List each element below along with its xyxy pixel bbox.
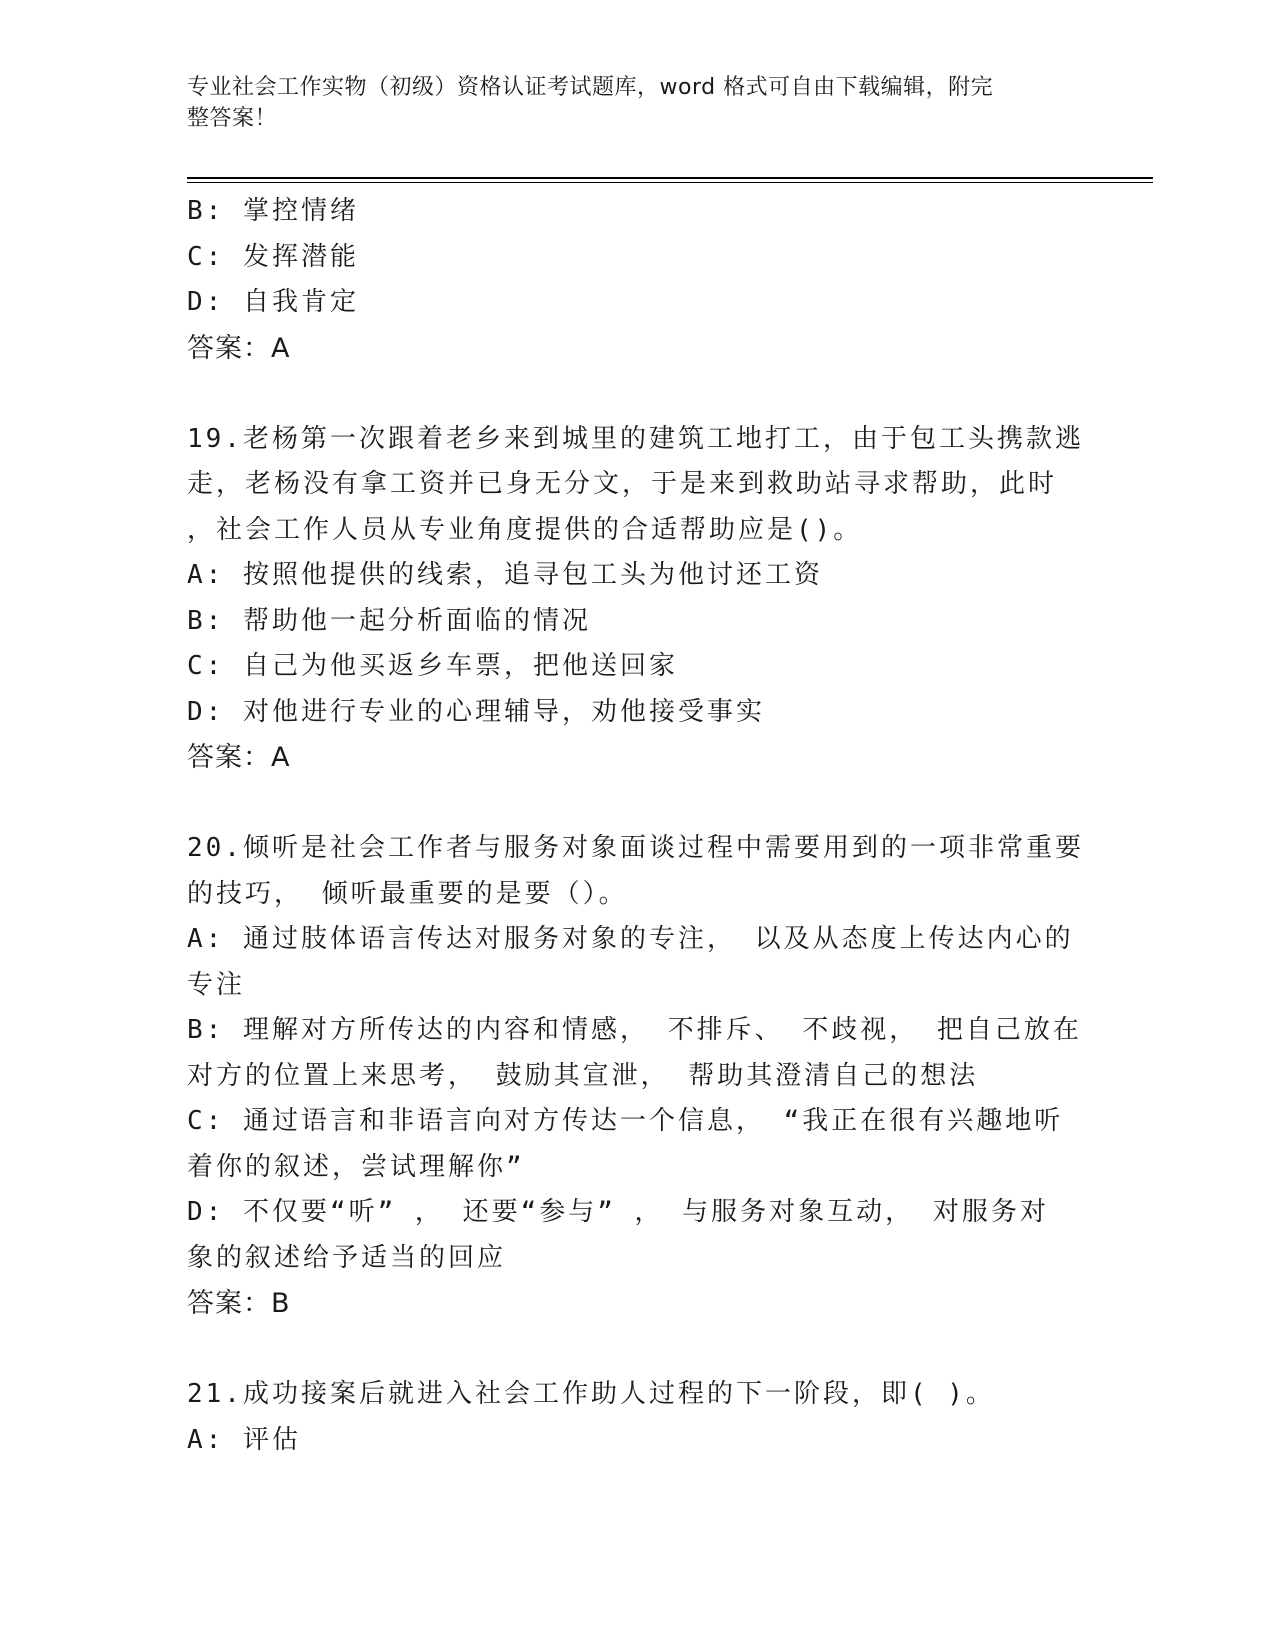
question-21 xyxy=(187,1372,1087,1463)
question-stem-line: 20.倾听是社会工作者与服务对象面谈过程中需要用到的一项非常重要 xyxy=(187,833,1084,863)
header-line-2: 整答案！ xyxy=(187,106,278,131)
header-rule-thick xyxy=(187,177,1153,179)
option-c: C: 自己为他买返乡车票，把他送回家 xyxy=(187,651,678,681)
question-20 xyxy=(187,826,1087,1327)
question-stem-line: 19.老杨第一次跟着老乡来到城里的建筑工地打工，由于包工头携款逃 xyxy=(187,423,1084,454)
option-c: C: 通过语言和非语言向对方传达一个信息， “我正在很有兴趣地听 xyxy=(187,1106,1064,1136)
answer-line: 答案：A xyxy=(187,742,291,773)
question-stem-line: 的技巧， 倾听最重要的是要（）。 xyxy=(187,878,628,909)
option-a: A: 按照他提供的线索，追寻包工头为他讨还工资 xyxy=(187,560,823,590)
option-b: B: 帮助他一起分析面临的情况 xyxy=(187,605,591,636)
question-stem-line: ，社会工作人员从专业角度提供的合适帮助应是()。 xyxy=(187,514,863,545)
option-d: D: 不仅要“听” ， 还要“参与” ， 与服务对象互动， 对服务对 xyxy=(187,1197,1049,1227)
option-a-continued: 专注 xyxy=(187,969,246,1000)
answer-line: 答案：A xyxy=(187,332,291,364)
option-b: B: 理解对方所传达的内容和情感， 不排斥、 不歧视， 把自己放在 xyxy=(187,1015,1082,1045)
question-stem-line: 21.成功接案后就进入社会工作助人过程的下一阶段，即( )。 xyxy=(187,1379,995,1409)
header-rule-thin xyxy=(187,182,1153,183)
question-stem-line: 走，老杨没有拿工资并已身无分文，于是来到救助站寻求帮助，此时 xyxy=(187,469,1058,499)
option-a: A: 通过肢体语言传达对服务对象的专注， 以及从态度上传达内心的 xyxy=(187,924,1074,954)
spacer xyxy=(187,781,1087,827)
option-a: A: 评估 xyxy=(187,1424,301,1455)
spacer xyxy=(187,371,1087,417)
option-c-continued: 着你的叙述，尝试理解你” xyxy=(187,1151,525,1182)
answer-line: 答案：B xyxy=(187,1288,291,1319)
question-19 xyxy=(187,417,1087,781)
document-header xyxy=(187,72,1067,134)
option-c: C: 发挥潜能 xyxy=(187,241,359,272)
option-d: D: 对他进行专业的心理辅导，劝他接受事实 xyxy=(187,696,765,727)
question-18-tail xyxy=(187,189,1087,371)
option-b: B: 掌控情绪 xyxy=(187,196,359,226)
spacer xyxy=(187,1327,1087,1373)
option-d-continued: 象的叙述给予适当的回应 xyxy=(187,1242,507,1273)
option-d: D: 自我肯定 xyxy=(187,287,359,317)
option-b-continued: 对方的位置上来思考， 鼓励其宣泄， 帮助其澄清自己的想法 xyxy=(187,1060,979,1091)
document-body xyxy=(187,189,1087,1463)
header-line-1: 专业社会工作实物（初级）资格认证考试题库，word 格式可自由下载编辑，附完 xyxy=(187,75,994,100)
